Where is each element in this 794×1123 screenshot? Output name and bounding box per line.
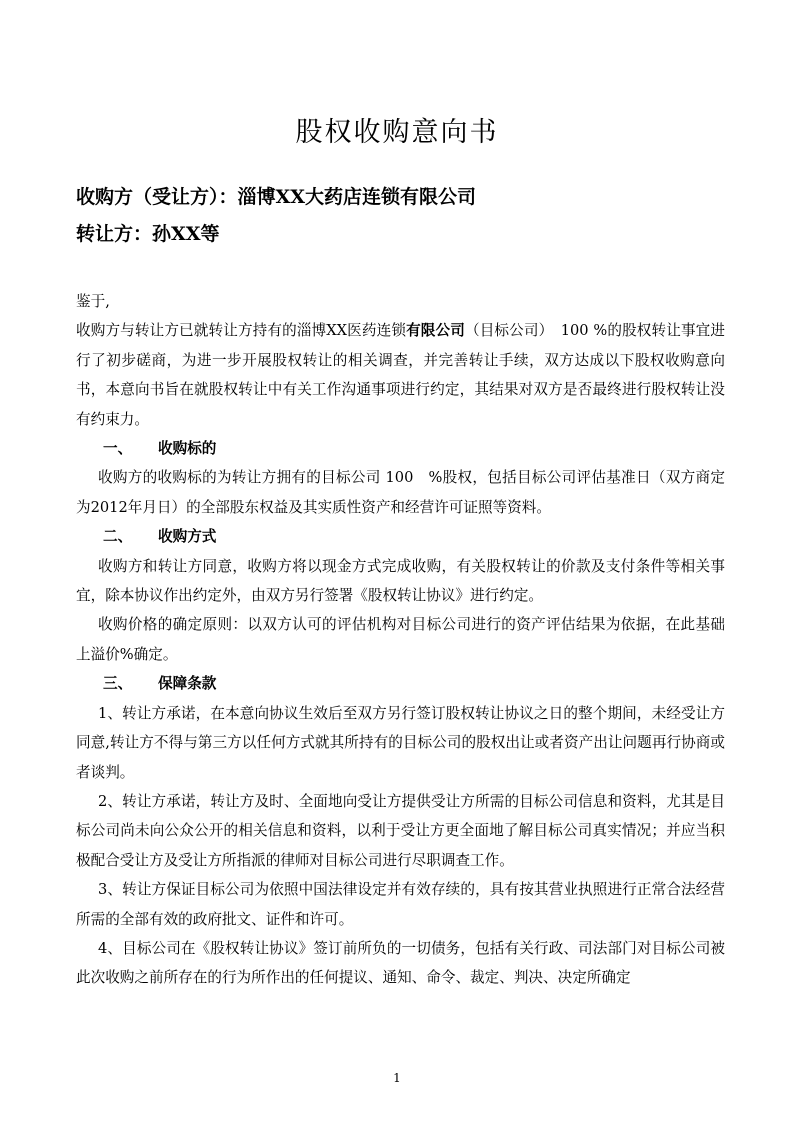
intro-text-part1: 收购方与转让方已就转让方持有的淄博XX医药连锁 — [76, 322, 407, 340]
section-2-paragraph-1: 收购方和转让方同意，收购方将以现金方式完成收购，有关股权转让的价款及支付条件等相关事宜，除本协议作出约定外，由双方另行签署《股权转让协议》进行约定。 — [76, 557, 725, 605]
page-number: 1 — [393, 1071, 401, 1085]
section-1-paragraph-1: 收购方的收购标的为转让方拥有的目标公司 100 %股权，包括目标公司评估基准日（双方商定为2012年月日）的全部股东权益及其实质性资产和经营许可证照等资料。 — [76, 469, 725, 516]
intro-company-type: 有限公司 — [406, 322, 465, 340]
section-title: 收购方式 — [158, 528, 217, 546]
intro-paragraph — [76, 316, 725, 434]
section-title: 保障条款 — [158, 675, 217, 693]
section-heading-1 — [76, 434, 725, 463]
document-body — [76, 287, 725, 993]
whereas-label: 鉴于, — [76, 293, 110, 310]
intro-text-part2: （目标公司） 100 %的股权转让事宜进行了初步磋商，为进一步开展股权转让的相关调查，并完善转让手续，双方达成以下股权收购意向书，本意向书旨在就股权转让中有关工作沟通事项进行约定，其结果对双方是否最终进行股权转让没有约束力。 — [76, 322, 725, 428]
section-number: 一、 — [103, 440, 133, 458]
section-number: 二、 — [103, 528, 133, 546]
section-3-clause-3: 3、转让方保证目标公司为依照中国法律设定并有效存续的，具有按其营业执照进行正常合法经营所需的全部有效的政府批文、证件和许可。 — [76, 881, 725, 928]
section-3-clause-4: 4、目标公司在《股权转让协议》签订前所负的一切债务，包括有关行政、司法部门对目标公司被此次收购之前所存在的行为所作出的任何提议、通知、命令、裁定、判决、决定所确定 — [76, 939, 725, 987]
section-heading-3 — [76, 669, 725, 698]
section-3-clause-2: 2、转让方承诺，转让方及时、全面地向受让方提供受让方所需的目标公司信息和资料，尤其是目标公司尚未向公众公开的相关信息和资料，以利于受让方更全面地了解目标公司真实情况；并应当积极配合受让方及受让方所指派的律师对目标公司进行尽职调查工作。 — [76, 792, 725, 869]
section-heading-2 — [76, 522, 725, 551]
section-3-clause-1: 1、转让方承诺，在本意向协议生效后至双方另行签订股权转让协议之日的整个期间，未经受让方同意,转让方不得与第三方以任何方式就其所持有的目标公司的股权出让或者资产出让问题再行协商或者谈判。 — [76, 704, 725, 781]
section-number: 三、 — [103, 675, 133, 693]
document-title: 股权收购意向书 — [295, 117, 499, 149]
transferor-line: 转让方：孙XX等 — [76, 223, 220, 245]
section-2-paragraph-2: 收购价格的确定原则：以双方认可的评估机构对目标公司进行的资产评估结果为依据，在此基础上溢价%确定。 — [76, 616, 725, 663]
section-title: 收购标的 — [158, 440, 217, 458]
acquirer-line: 收购方（受让方）：淄博XX大药店连锁有限公司 — [76, 186, 476, 208]
